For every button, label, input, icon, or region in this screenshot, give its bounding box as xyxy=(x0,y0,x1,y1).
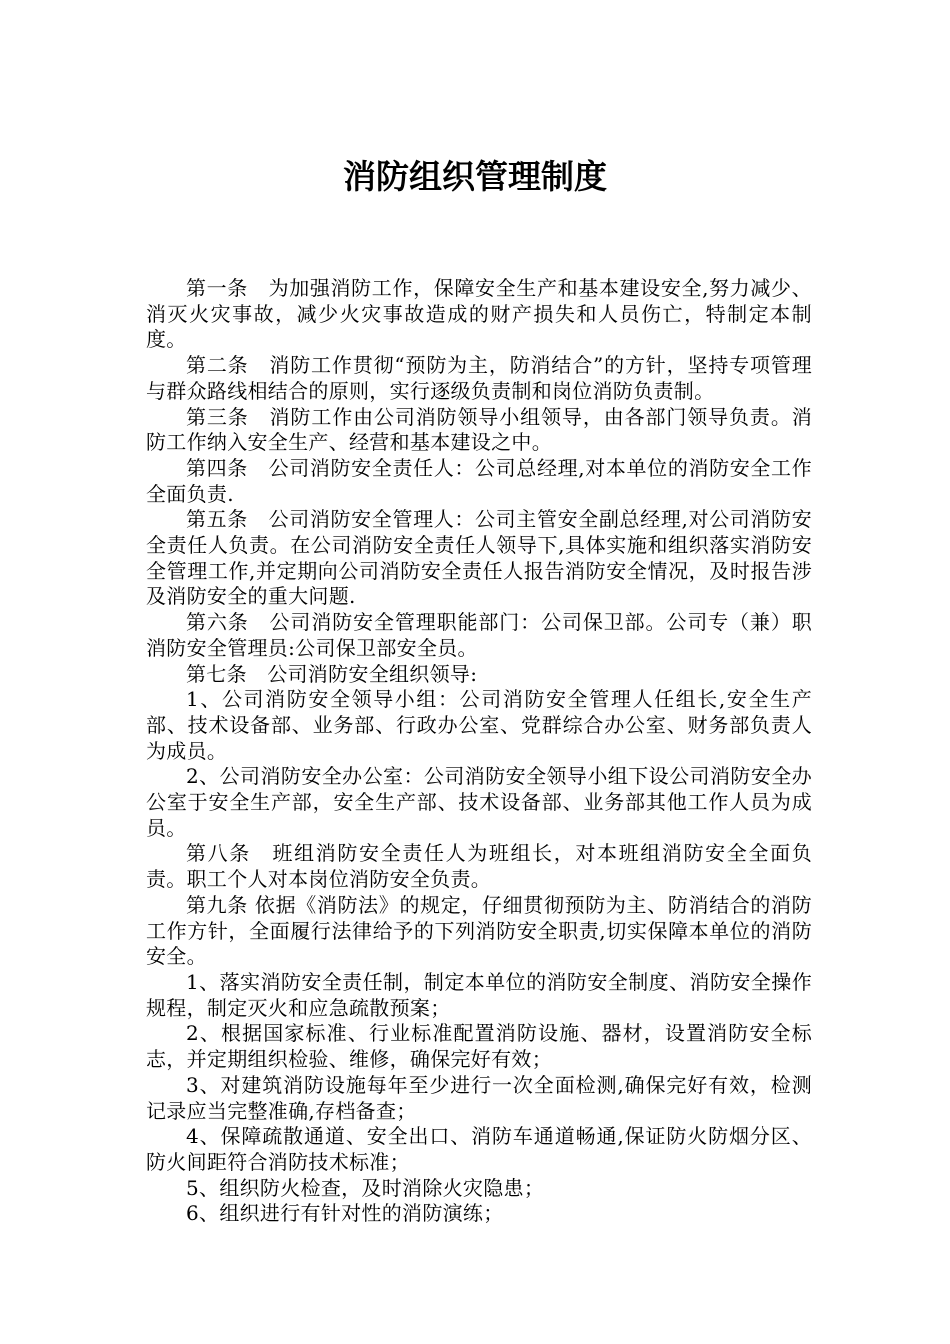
paragraph-article-9-item-4: 4、保障疏散通道、安全出口、消防车通道畅通,保证防火防烟分区、防火间距符合消防技术标准； xyxy=(146,1124,812,1174)
paragraph-article-1: 第一条 为加强消防工作，保障安全生产和基本建设安全,努力减少、消灭火灾事故，减少火灾事故造成的财产损失和人员伤亡，特制定本制度。 xyxy=(146,276,812,352)
paragraph-article-7: 第七条 公司消防安全组织领导: xyxy=(186,661,478,686)
paragraph-article-5: 第五条 公司消防安全管理人：公司主管安全副总经理,对公司消防安全责任人负责。在公司消防安全责任人领导下,具体实施和组织落实消防安全管理工作,并定期向公司消防安全责任人报告消防安全情况，及时报告涉及消防安全的重大问题. xyxy=(146,507,812,609)
paragraph-article-6: 第六条 公司消防安全管理职能部门：公司保卫部。公司专（兼）职消防安全管理员:公司保卫部安全员。 xyxy=(146,610,812,660)
paragraph-article-8: 第八条 班组消防安全责任人为班组长，对本班组消防安全全面负责。职工个人对本岗位消防安全负责。 xyxy=(146,841,812,892)
paragraph-article-9-item-5: 5、组织防火检查，及时消除火灾隐患； xyxy=(186,1175,545,1200)
paragraph-article-9: 第九条 依据《消防法》的规定，仔细贯彻预防为主、防消结合的消防工作方针，全面履行法律给予的下列消防安全职责,切实保障本单位的消防安全。 xyxy=(146,892,812,969)
paragraph-article-9-item-1: 1、落实消防安全责任制，制定本单位的消防安全制度、消防安全操作规程，制定灭火和应急疏散预案； xyxy=(146,969,812,1020)
document-title: 消防组织管理制度 xyxy=(343,157,607,196)
paragraph-article-4: 第四条 公司消防安全责任人：公司总经理,对本单位的消防安全工作全面负责. xyxy=(146,455,812,506)
paragraph-article-7-item-2: 2、公司消防安全办公室：公司消防安全领导小组下设公司消防安全办公室于安全生产部，安全生产部、技术设备部、业务部其他工作人员为成员。 xyxy=(146,764,812,840)
document-body xyxy=(146,276,812,1227)
paragraph-article-7-item-1: 1、公司消防安全领导小组：公司消防安全管理人任组长,安全生产部、技术设备部、业务部、行政办公室、党群综合办公室、财务部负责人为成员。 xyxy=(146,687,812,763)
paragraph-article-9-item-2: 2、根据国家标准、行业标准配置消防设施、器材，设置消防安全标志，并定期组织检验、维修，确保完好有效； xyxy=(146,1021,812,1072)
paragraph-article-9-item-6: 6、组织进行有针对性的消防演练； xyxy=(186,1201,504,1226)
paragraph-article-9-item-3: 3、对建筑消防设施每年至少进行一次全面检测,确保完好有效，检测记录应当完整准确,存档备查； xyxy=(146,1072,812,1123)
paragraph-article-2: 第二条 消防工作贯彻“预防为主，防消结合”的方针，坚持专项管理与群众路线相结合的原则，实行逐级负责制和岗位消防负责制。 xyxy=(146,353,812,403)
paragraph-article-3: 第三条 消防工作由公司消防领导小组领导，由各部门领导负责。消防工作纳入安全生产、经营和基本建设之中。 xyxy=(146,404,812,455)
